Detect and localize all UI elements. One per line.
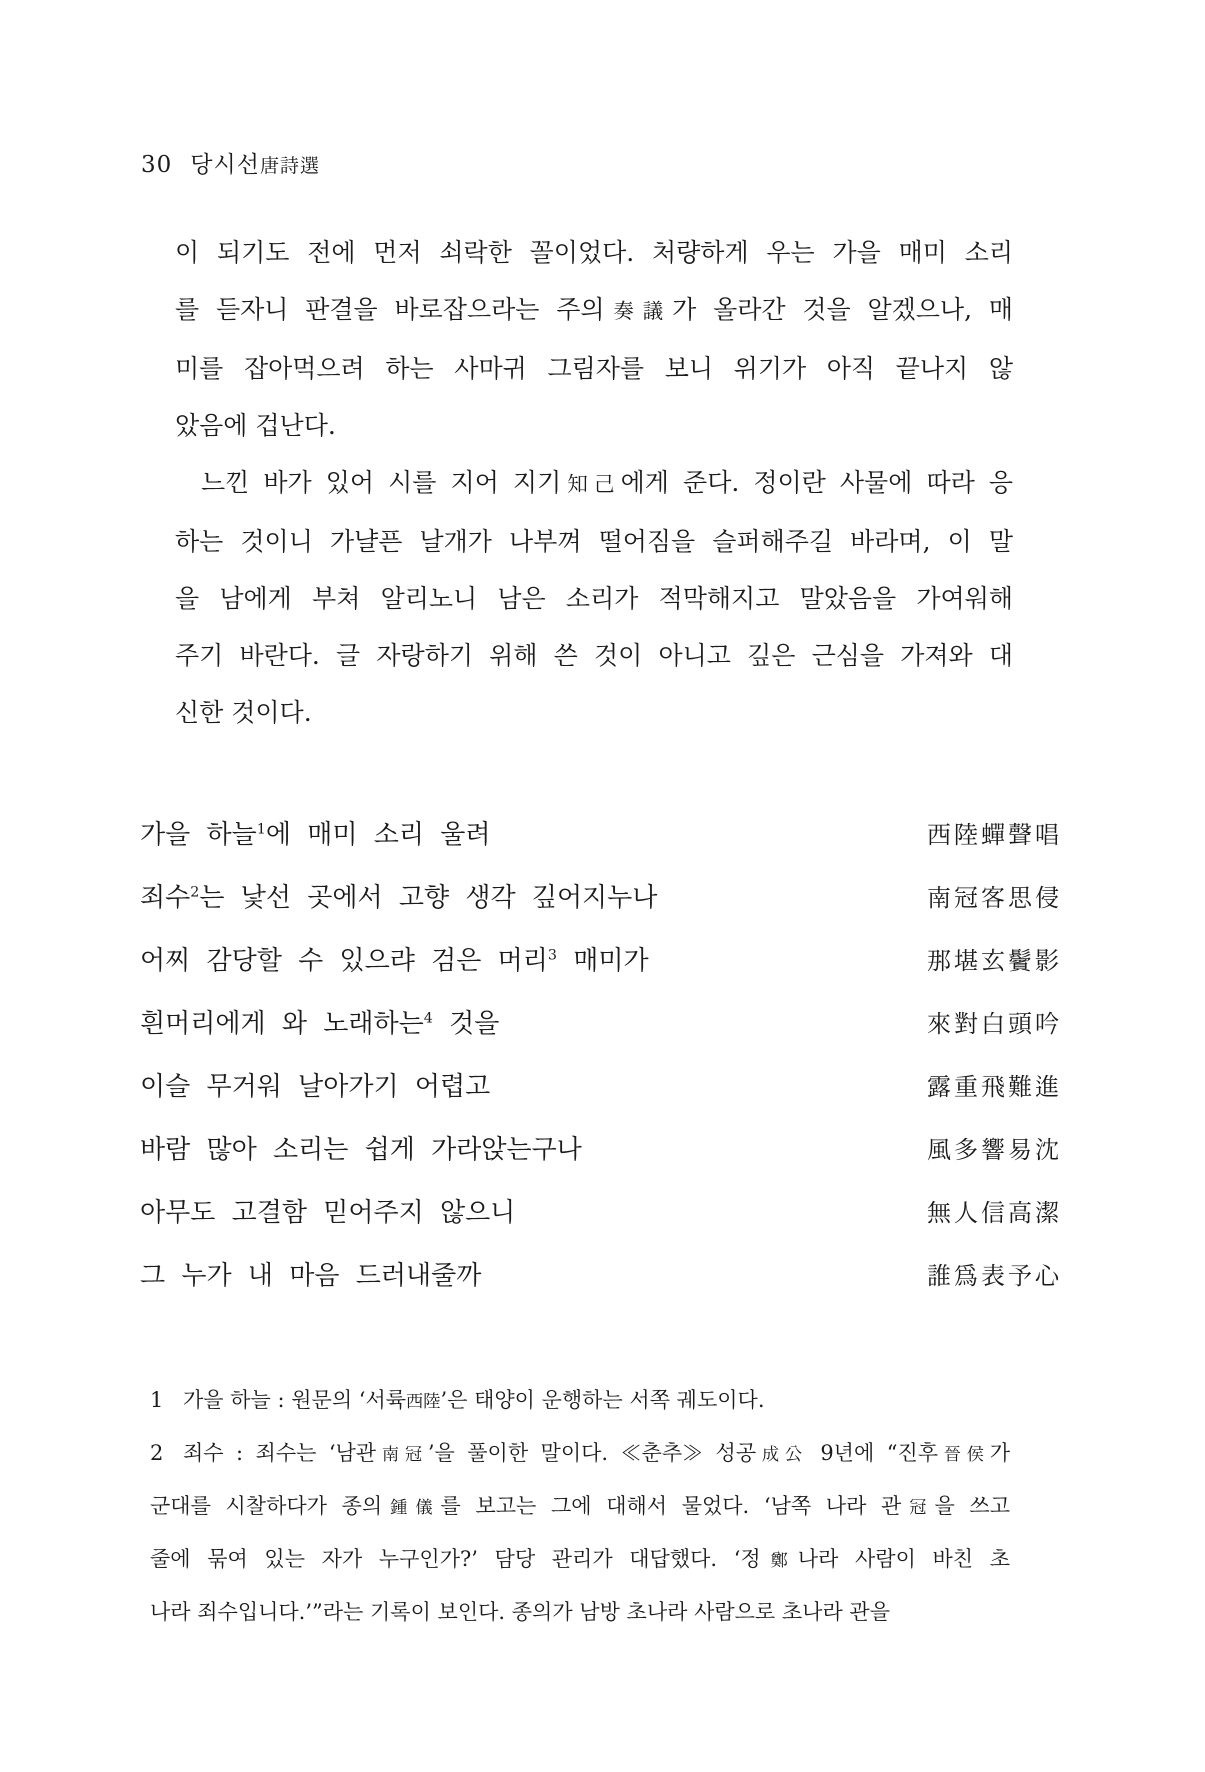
poem-korean-text: 죄수$^2$는 낯선 곳에서 고향 생각 깊어지누나 [140,883,658,913]
poem-korean-text: 이슬 무거워 날아가기 어렵고 [140,1072,491,1102]
paragraph [175,454,1013,741]
footnote-text: 죄수 : 죄수는 ‘남관南冠’을 풀이한 말이다. ≪춘추≫ 성공成公 9년에 “진후晉侯가 [183,1441,1011,1465]
hanja-gloss: 晉侯 [938,1445,990,1465]
poem-hanzi-text: 西陸蟬聲唱 [927,821,1062,849]
poem-korean-text: 흰머리에게 와 노래하는$^4$ 것을 [140,1009,500,1039]
hanja-gloss: 冠 [901,1498,935,1518]
prose-section [175,224,1013,741]
footnote-line [150,1428,1010,1481]
poem-korean-text: 바람 많아 소리는 쉽게 가라앉는구나 [140,1135,582,1165]
poem-line [140,993,1062,1056]
prose-line: 았음에 겁난다. [175,411,336,440]
hanja-gloss: 鍾儀 [382,1498,441,1518]
book-title-hanja: 唐詩選 [259,155,320,177]
poem-hanzi-text: 露重飛難進 [927,1073,1062,1101]
footnote-ref: 3 [547,947,557,964]
poem-line [140,804,1062,867]
poem-line [140,930,1062,993]
footnote-line [150,1481,1010,1534]
hanja-gloss: 成公 [756,1445,808,1465]
poem-korean-text: 그 누가 내 마음 드러내줄까 [140,1261,482,1291]
footnote-text: 가을 하늘 : 원문의 ‘서륙西陸’은 태양이 운행하는 서쪽 궤도이다. [183,1388,765,1412]
poem-line [140,867,1062,930]
poem-hanzi-text: 來對白頭吟 [927,1010,1062,1038]
footnote-line [150,1534,1010,1587]
prose-line: 느낀 바가 있어 시를 지어 지기知己에게 준다. 정이란 사물에 따라 응 [201,468,1013,497]
footnote-line [150,1375,1010,1428]
footnotes-section [150,1375,1010,1638]
prose-line: 을 남에게 부쳐 알리노니 남은 소리가 적막해지고 말았음을 가여워해 [175,584,1013,613]
poem-korean-text: 어찌 감당할 수 있으랴 검은 머리$^3$ 매미가 [140,946,649,976]
footnote-line [150,1587,1010,1638]
poem-hanzi-text: 風多響易沈 [927,1136,1062,1164]
poem-hanzi-text: 誰爲表予心 [927,1262,1062,1290]
hanja-gloss: 奏議 [604,299,673,323]
poem-hanzi-text: 南冠客思侵 [927,884,1062,912]
prose-line: 미를 잡아먹으려 하는 사마귀 그림자를 보니 위기가 아직 끝나지 않 [175,354,1013,383]
hanja-gloss: 鄭 [760,1551,798,1571]
poem-line [140,1056,1062,1119]
prose-line: 주기 바란다. 글 자랑하기 위해 쓴 것이 아니고 깊은 근심을 가져와 대 [175,641,1013,670]
prose-line: 하는 것이니 가냘픈 날개가 나부껴 떨어짐을 슬퍼해주길 바라며, 이 말 [175,527,1013,556]
poem-section [140,804,1062,1308]
hanja-gloss: 南冠 [376,1445,428,1465]
poem-hanzi-text: 無人信高潔 [927,1199,1062,1227]
running-header [141,146,320,179]
footnote-number: 1 [150,1388,164,1412]
poem-line [140,1182,1062,1245]
prose-line: 이 되기도 전에 먼저 쇠락한 꼴이었다. 처량하게 우는 가을 매미 소리 [175,238,1013,267]
hanja-gloss: 西陸 [406,1392,441,1412]
footnote-text: 군대를 시찰하다가 종의鍾儀를 보고는 그에 대해서 물었다. ‘남쪽 나라 관冠을 쓰고 [150,1494,1010,1518]
book-title-korean: 당시선 [190,152,260,178]
footnote-ref: 1 [256,821,266,838]
hanja-gloss: 知己 [561,472,621,496]
prose-line: 를 듣자니 판결을 바로잡으라는 주의奏議가 올라간 것을 알겠으나, 매 [175,295,1013,324]
poem-hanzi-text: 那堪玄鬢影 [927,947,1062,975]
footnote-ref: 2 [190,884,200,901]
footnote-ref: 4 [423,1010,433,1027]
poem-line [140,1245,1062,1308]
paragraph [175,224,1013,454]
footnote-number: 2 [150,1441,164,1465]
poem-korean-text: 가을 하늘$^1$에 매미 소리 울려 [140,820,491,850]
footnote-text: 나라 죄수입니다.’”라는 기록이 보인다. 종의가 남방 초나라 사람으로 초나라 관을 [150,1600,890,1624]
footnote-text: 줄에 묶여 있는 자가 누구인가?’ 담당 관리가 대답했다. ‘정鄭나라 사람이 바친 초 [150,1547,1010,1571]
poem-line [140,1119,1062,1182]
poem-korean-text: 아무도 고결함 믿어주지 않으니 [140,1198,516,1228]
prose-line: 신한 것이다. [175,698,312,727]
page-number: 30 [141,152,173,178]
